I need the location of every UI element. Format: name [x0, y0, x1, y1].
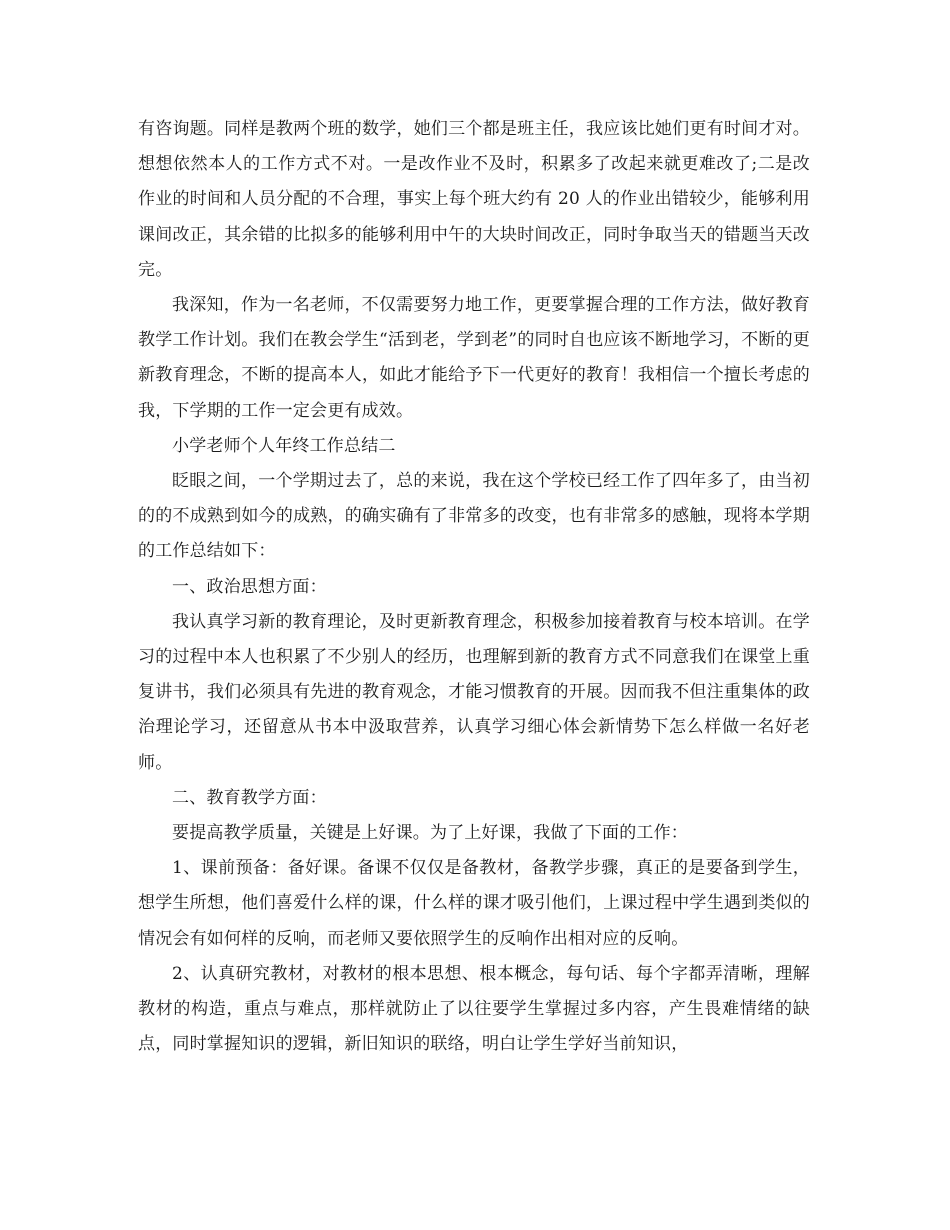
subheading-teaching: 二、教育教学方面： — [172, 787, 327, 808]
paragraph-3: 眨眼之间，一个学期过去了，总的来说，我在这个学校已经工作了四年多了，由当初的的不成熟到如今的成熟，的确实确有了非常多的改变，也有非常多的感触，现将本学期的工作总结如下： — [138, 471, 810, 562]
section-heading-2: 小学老师个人年终工作总结二 — [172, 435, 396, 456]
paragraph-2: 我深知，作为一名老师，不仅需要努力地工作，更要掌握合理的工作方法，做好教育教学工作计划。我们在教会学生“活到老，学到老”的同时自也应该不断地学习，不断的更新教育理念，不断的提高本人，如此才能给予下一代更好的教育！我相信一个擅长考虑的我，下学期的工作一定会更有成效。 — [138, 295, 810, 421]
list-item-2: 2、认真研究教材，对教材的根本思想、根本概念，每句话、每个字都弄清晰，理解教材的构造，重点与难点，那样就防止了以往要学生掌握过多内容，产生畏难情绪的缺点，同时掌握知识的逻辑，新旧知识的联络，明白让学生学好当前知识， — [138, 963, 810, 1055]
list-item-1: 1、课前预备：备好课。备课不仅仅是备教材，备教学步骤，真正的是要备到学生，想学生所想，他们喜爱什么样的课，什么样的课才吸引他们，上课过程中学生遇到类似的情况会有如何样的反响，而老师又要依照学生的反响作出相对应的反响。 — [138, 858, 810, 949]
document-body — [138, 112, 810, 1062]
paragraph-4: 我认真学习新的教育理论，及时更新教育理念，积极参加接着教育与校本培训。在学习的过程中本人也积累了不少别人的经历，也理解到新的教育方式不同意我们在课堂上重复讲书，我们必须具有先进的教育观念，才能习惯教育的开展。因而我不但注重集体的政治理论学习，还留意从书本中汲取营养，认真学习细心体会新情势下怎么样做一名好老师。 — [138, 611, 810, 773]
subheading-political: 一、政治思想方面： — [172, 576, 327, 597]
paragraph-1: 有咨询题。同样是教两个班的数学，她们三个都是班主任，我应该比她们更有时间才对。想想依然本人的工作方式不对。一是改作业不及时，积累多了改起来就更难改了;二是改作业的时间和人员分配的不合理，事实上每个班大约有 20 人的作业出错较少，能够利用课间改正，其余错的比拟多的能够利用中午的大块时间改正，同时争取当天的错题当天改完。 — [138, 119, 810, 280]
paragraph-5: 要提高教学质量，关键是上好课。为了上好课，我做了下面的工作： — [172, 823, 688, 844]
